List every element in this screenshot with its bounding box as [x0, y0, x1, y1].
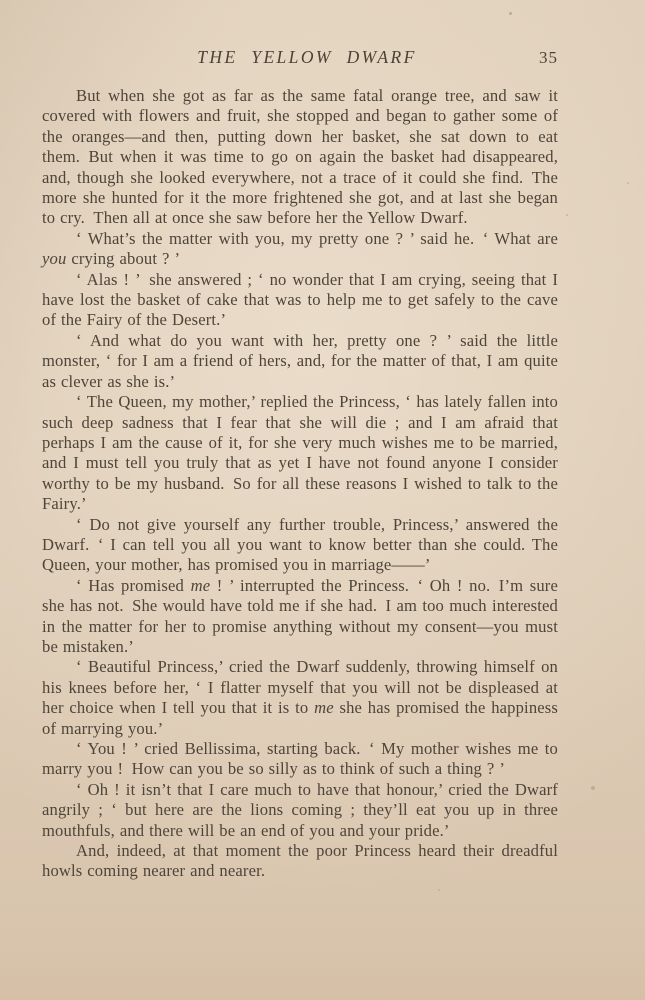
text-segment: ‘ Do not give yourself any further trouble, Princess,’ answered the Dwarf. ‘ I can tell you all you want to know better than she could. The Queen, your mother, has promised you in marriage——’ — [42, 514, 558, 575]
paper-speck — [509, 12, 512, 15]
italic-text: me — [190, 575, 211, 595]
paper-speck — [566, 214, 568, 216]
paragraph — [42, 270, 558, 331]
paragraph — [42, 576, 558, 658]
text-segment: she has promised the happiness of marrying you.’ — [42, 698, 558, 738]
running-header — [42, 47, 558, 71]
text-segment: But when she got as far as the same fatal orange tree, and saw it covered with flowers and fruit, she stopped and began to gather some of the oranges—and then, putting down her basket, she sat down to eat them. But when it was time to go on again the basket had disappeared, and, though she looked everywhere, not a trace of it could she find. The more she hunted for it the more frightened she got, and at last she began to cry. Then all at once she saw before her the Yellow Dwarf. — [42, 86, 558, 228]
text-segment: ‘ The Queen, my mother,’ replied the Princess, ‘ has lately fallen into such deep sadness that I fear that she will die ; and I am afraid that perhaps I am the cause of it, for she very much wishes me to be married, and I must tell you truly that as yet I have not found anyone I consider worthy to be my husband. So for all these reasons I wished to talk to the Fairy.’ — [42, 392, 558, 514]
text-segment: ‘ You ! ’ cried Bellissima, starting back. ‘ My mother wishes me to marry you ! How can you be so silly as to think of such a thing ? ’ — [42, 739, 558, 779]
text-segment: ‘ What’s the matter with you, my pretty one ? ’ said he. ‘ What are — [76, 228, 558, 248]
paragraph — [42, 780, 558, 841]
text-segment: ‘ Beautiful Princess,’ cried the Dwarf suddenly, throwing himself on his knees before her, ‘ I flatter myself that you will not be displeased at her choice when I tell you that it is to — [42, 657, 558, 718]
running-title: THE YELLOW DWARF — [197, 47, 417, 67]
text-segment: ! ’ interrupted the Princess. ‘ Oh ! no. I’m sure she has not. She would have told me if she had. I am too much interested in the matter for her to promise anything without my consent—you must be mistaken.’ — [42, 575, 558, 656]
paragraph — [42, 229, 558, 270]
paragraph — [42, 331, 558, 392]
paragraph — [42, 515, 558, 576]
italic-text: me — [314, 698, 334, 718]
paper-speck — [627, 182, 629, 184]
text-segment: ‘ And what do you want with her, pretty one ? ’ said the little monster, ‘ for I am a friend of hers, and, for the matter of that, I am quite as clever as she is.’ — [42, 330, 558, 391]
paragraph — [42, 392, 558, 514]
italic-text: you — [42, 249, 67, 269]
paragraph — [42, 657, 558, 739]
page-number: 35 — [539, 48, 558, 67]
text-block — [42, 86, 558, 882]
text-segment: ‘ Alas ! ’ she answered ; ‘ no wonder that I am crying, seeing that I have lost the basket of cake that was to help me to get safely to the cave of the Fairy of the Desert.’ — [42, 269, 558, 330]
paragraph — [42, 86, 558, 229]
paragraph — [42, 841, 558, 882]
paper-speck — [591, 786, 595, 790]
text-segment: ‘ Oh ! it isn’t that I care much to have that honour,’ cried the Dwarf angrily ; ‘ but here are the lions coming ; they’ll eat you up in three mouthfuls, and there will be an end of you and your pride.’ — [42, 779, 558, 840]
text-segment: crying about ? ’ — [66, 249, 181, 269]
text-segment: ‘ Has promised — [76, 575, 191, 595]
paper-speck — [438, 889, 440, 891]
text-segment: And, indeed, at that moment the poor Princess heard their dreadful howls coming nearer and nearer. — [42, 841, 558, 881]
paragraph — [42, 739, 558, 780]
